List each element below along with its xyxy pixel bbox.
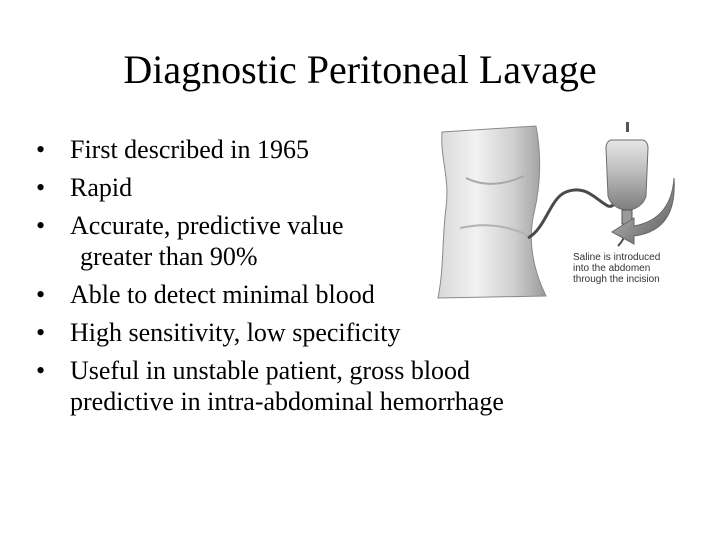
- saline-bag: [606, 140, 648, 210]
- bullet-item: [36, 355, 696, 417]
- bullet-text: Rapid: [70, 173, 133, 202]
- slide-title: Diagnostic Peritoneal Lavage: [123, 47, 597, 92]
- bullet-dot: •: [36, 318, 46, 347]
- bullet-item: [36, 317, 696, 348]
- bullet-text: Useful in unstable patient, gross blood: [70, 356, 471, 385]
- bullet-dot: •: [36, 280, 46, 309]
- tubing: [528, 188, 618, 238]
- bullet-text: High sensitivity, low specificity: [70, 318, 401, 347]
- figure-caption: [573, 252, 683, 285]
- bullet-continuation: greater than 90%: [80, 242, 258, 271]
- torso-shape: [438, 126, 546, 298]
- caption-line: Saline is introduced: [573, 252, 661, 263]
- bullet-dot: •: [36, 211, 46, 240]
- bullet-dot: •: [36, 173, 46, 202]
- bullet-continuation: predictive in intra-abdominal hemorrhage: [70, 387, 504, 416]
- bullet-dot: •: [36, 356, 46, 385]
- bullet-text: First described in 1965: [70, 135, 310, 164]
- iv-hook: [626, 122, 629, 132]
- bullet-text: Accurate, predictive value: [70, 211, 344, 240]
- bullet-text: Able to detect minimal blood: [70, 280, 375, 309]
- bullet-dot: •: [36, 135, 46, 164]
- caption-line: through the incision: [573, 274, 660, 285]
- caption-line: into the abdomen: [573, 263, 651, 274]
